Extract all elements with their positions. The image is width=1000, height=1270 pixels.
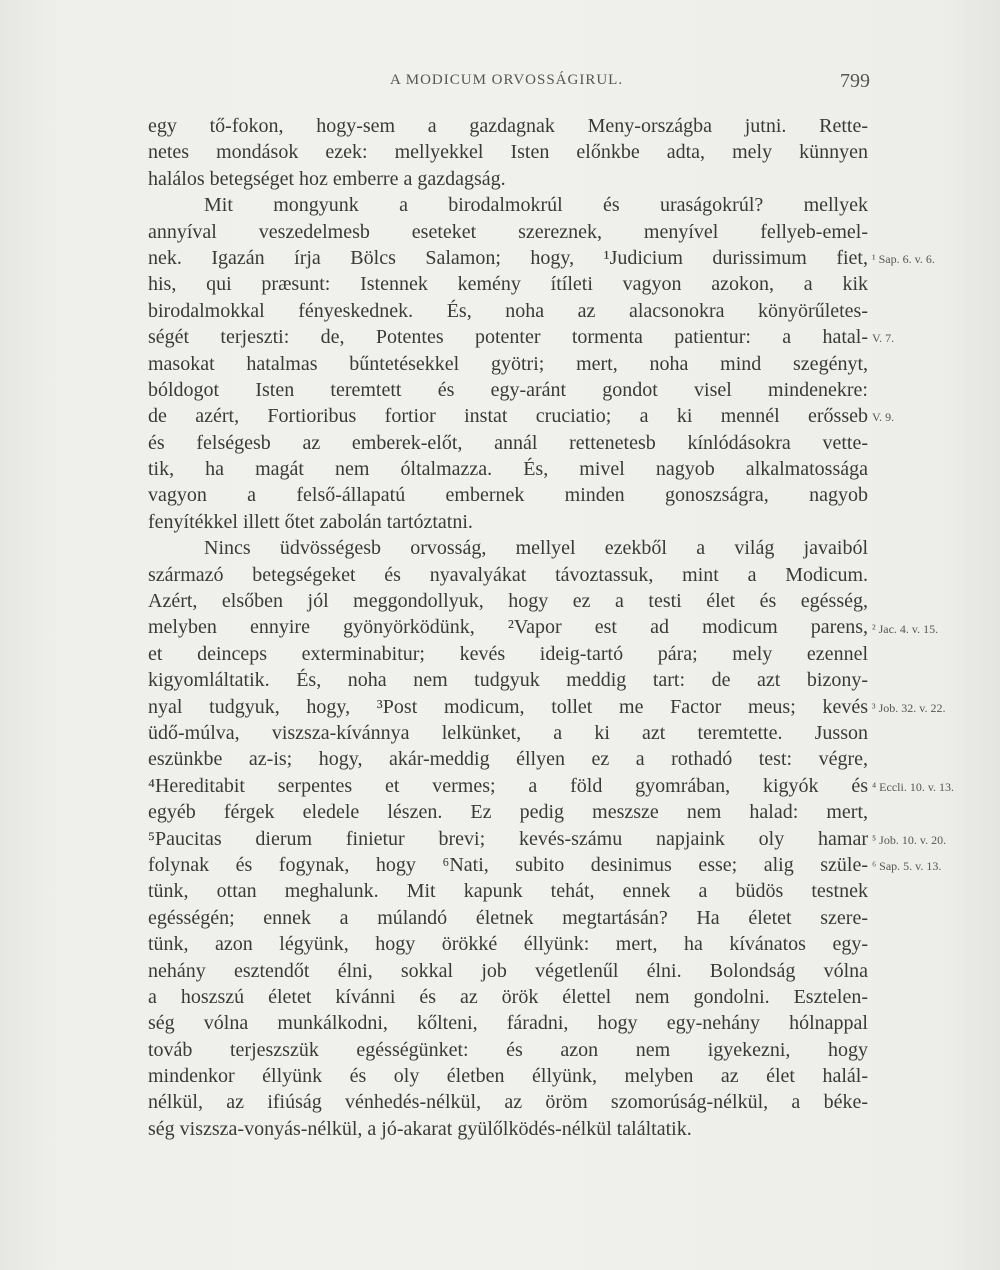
text-line: netes mondások ezek: mellyekkel Isten előnkbe adta, mely künnyen bbox=[148, 141, 868, 164]
text-line: származó betegségeket és nyavalyákat távoztassuk, mint a Modicum. bbox=[148, 563, 868, 586]
text-line: Azért, elsőben jól meggondollyuk, hogy ez a testi élet és egésség, bbox=[148, 590, 868, 613]
margin-note: ¹ Sap. 6. v. 6. bbox=[872, 252, 935, 266]
text-line: ségét terjeszti: de, Potentes potenter tormenta patientur: a hatal- bbox=[148, 326, 868, 349]
text-line: a hoszszú életet kívánni és az örök élettel nem gondolni. Esztelen- bbox=[148, 985, 868, 1008]
text-line: eszünkbe az-is; hogy, akár-meddig éllyen ez a rothadó test: végre, bbox=[148, 748, 868, 771]
text-line: továb terjeszszük egésségünket: és azon nem igyekezni, hogy bbox=[148, 1038, 868, 1061]
text-line: Nincs üdvösségesb orvosság, mellyel ezekből a világ javaiból bbox=[204, 537, 868, 560]
text-line: halálos betegséget hoz emberre a gazdagság. bbox=[148, 167, 506, 190]
text-line: fenyítékkel illett őtet zabolán tartóztatni. bbox=[148, 510, 473, 533]
margin-note: ⁴ Eccli. 10. v. 13. bbox=[872, 780, 955, 794]
margin-note: ² Jac. 4. v. 15. bbox=[872, 621, 939, 636]
text-line: bóldogot Isten teremtett és egy-aránt gondot visel mindenekre: bbox=[148, 378, 868, 401]
text-line: egyéb férgek eledele lészen. Ez pedig meszsze nem halad: mert, bbox=[148, 801, 868, 824]
text-line: üdő-múlva, viszsza-kívánnya lelkünket, a ki azt teremtette. Jusson bbox=[148, 721, 868, 744]
text-line: masokat hatalmas bűntetésekkel gyötri; mert, noha mind szegényt, bbox=[148, 352, 868, 375]
margin-note: ⁵ Job. 10. v. 20. bbox=[872, 832, 947, 847]
text-line: ⁴Hereditabit serpentes et vermes; a föld gyomrában, kigyók és bbox=[148, 774, 868, 797]
margin-note: V. 7. bbox=[872, 331, 895, 346]
text-line: annyíval veszedelmesb eseteket szereznek, menyível fellyeb-emel- bbox=[148, 220, 868, 243]
page-number: 799 bbox=[840, 70, 870, 92]
text-line: kigyomláltatik. És, noha nem tudgyuk meddig tart: de azt bizony- bbox=[148, 669, 868, 692]
text-line: egésségén; ennek a múlandó életnek megtartásán? Ha életet szere- bbox=[148, 906, 868, 929]
text-line: nyal tudgyuk, hogy, ³Post modicum, tollet me Factor meus; kevés bbox=[148, 695, 868, 718]
text-line: melyben ennyire gyönyörködünk, ²Vapor est ad modicum parens, bbox=[148, 616, 868, 639]
text-line: nélkül, az ifiúság vénhedés-nélkül, az öröm szomorúság-nélkül, a béke- bbox=[148, 1091, 868, 1114]
text-line: és felségesb az emberek-előt, annál rettenetesb kínlódásokra vette- bbox=[148, 431, 868, 454]
text-line: de azért, Fortioribus fortior instat cruciatio; a ki mennél erősseb bbox=[148, 405, 868, 428]
text-line: egy tő-fokon, hogy-sem a gazdagnak Meny-országba jutni. Rette- bbox=[148, 115, 868, 137]
margin-note: ³ Job. 32. v. 22. bbox=[872, 700, 946, 715]
text-line: ség vólna munkálkodni, kőlteni, fáradni, hogy egy-nehány hólnappal bbox=[148, 1012, 868, 1035]
text-line: vagyon a felső-állapatú embernek minden gonoszságra, nagyob bbox=[148, 484, 868, 507]
text-line: his, qui præsunt: Istennek kemény ítíleti vagyon azokon, a kik bbox=[148, 273, 868, 296]
text-line: et deinceps exterminabitur; kevés ideig-tartó pára; mely ezennel bbox=[148, 642, 868, 665]
text-line: birodalmokkal fényeskednek. És, noha az alacsonokra könyörűletes- bbox=[148, 299, 868, 322]
text-line: tünk, ottan meghalunk. Mit kapunk tehát, ennek a büdös testnek bbox=[148, 880, 868, 903]
body-text bbox=[148, 113, 868, 1142]
text-line: folynak és fogynak, hogy ⁶Nati, subito desinimus esse; alig szüle- bbox=[148, 853, 868, 876]
text-line: nek. Igazán írja Bölcs Salamon; hogy, ¹Judicium durissimum fiet, bbox=[148, 246, 868, 269]
margin-note: ⁶ Sap. 5. v. 13. bbox=[872, 859, 942, 874]
text-line: mindenkor éllyünk és oly életben éllyünk, melyben az élet halál- bbox=[148, 1065, 868, 1088]
text-line: tünk, azon légyünk, hogy örökké éllyünk: mert, ha kívánatos egy- bbox=[148, 933, 868, 956]
text-line: ség viszsza-vonyás-nélkül, a jó-akarat gyülőlködés-nélkül találtatik. bbox=[148, 1117, 692, 1140]
text-line: ⁵Paucitas dierum finietur brevi; kevés-számu napjaink oly hamar bbox=[148, 827, 868, 850]
text-line: tik, ha magát nem óltalmazza. És, mivel nagyob alkalmatossága bbox=[148, 458, 868, 481]
margin-note: V. 9. bbox=[872, 410, 895, 425]
running-title: A MODICUM ORVOSSÁGIRUL. bbox=[390, 72, 624, 88]
text-line: nehány esztendőt élni, sokkal job végetlenűl élni. Bolondság vólna bbox=[148, 959, 868, 982]
text-line: Mit mongyunk a birodalmokrúl és uraságokrúl? mellyek bbox=[204, 194, 868, 217]
